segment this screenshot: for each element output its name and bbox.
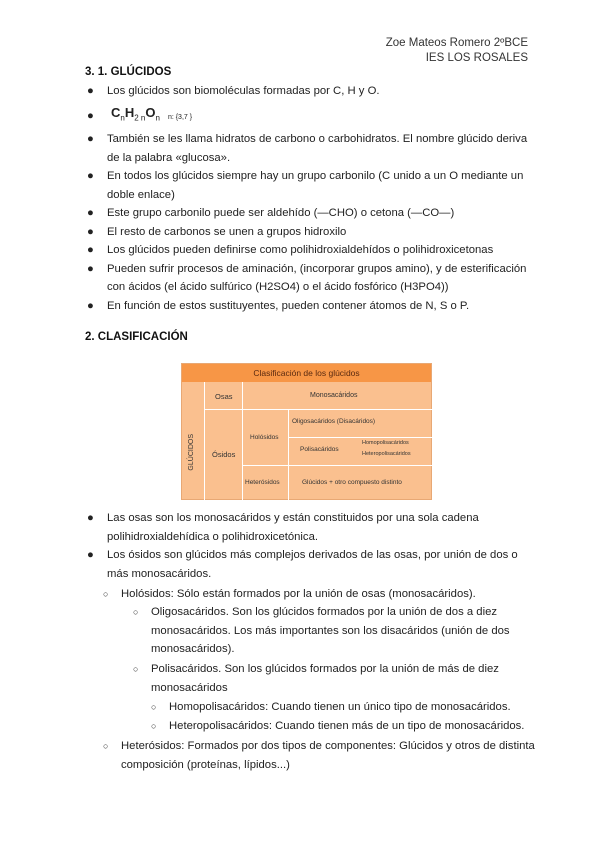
sub-item-oligosacaridos-cont: monosacáridos. Los más importantes son los disacáridos (unión de dos — [151, 625, 510, 637]
formula-item: ● $C_nH_{2 n}O_n$ n: {3,7 } — [87, 104, 193, 123]
sub-item-homopolisacaridos: ○ Homopolisacáridos: Cuando tienen un único tipo de monosacáridos. — [151, 701, 511, 713]
list-item: ● Los ósidos son glúcidos más complejos derivados de las osas, por unión de dos o más monosacáridos. — [87, 549, 518, 580]
school-line: IES LOS ROSALES — [425, 52, 528, 64]
table-holosidos: Holósidos — [250, 434, 279, 441]
table-glucidos-otro: Glúcidos + otro compuesto distinto — [302, 479, 402, 486]
list-item: ● El resto de carbonos se unen a grupos hidroxilo — [87, 225, 347, 238]
glucidos-list — [85, 82, 535, 315]
list-item: ● Los glúcidos son biomoléculas formadas por C, H y O. — [87, 85, 380, 97]
table-oligosacaridos: Oligosacáridos (Disacáridos) — [292, 418, 376, 425]
sub-item-heterosidos-cont: composición (proteínas, lípidos...) — [121, 759, 290, 771]
sub-item-oligosacaridos: ○ Oligosacáridos. Son los glúcidos formados por la unión de dos a diez — [133, 606, 498, 618]
table-osas: Osas — [215, 392, 233, 401]
table-heteropolisacaridos: Heteropolisacáridos — [362, 451, 411, 457]
section-title-glucidos: 3. 1. GLÚCIDOS — [85, 66, 172, 78]
table-osidos: Ósidos — [212, 450, 236, 459]
general-formula: $C_nH_{2 n}O_n$ n: {3,7 } — [111, 104, 193, 123]
table-title: Clasificación de los glúcidos — [182, 364, 431, 382]
table-glucidos-label: GLÚCIDOS — [188, 434, 195, 471]
list-item: ● Los glúcidos pueden definirse como polihidroxialdehídos o polihidroxicetonas — [87, 244, 494, 257]
sub-item-polisacaridos: ○ Polisacáridos. Son los glúcidos formados por la unión de más de diez — [133, 663, 499, 675]
list-item: ● También se les llama hidratos de carbono o carbohidratos. El nombre glúcido deriva de la palabra «glucosa». — [87, 133, 528, 164]
list-item: ● En función de estos sustituyentes, pueden contener átomos de N, S o P. — [87, 299, 470, 312]
document-header — [386, 36, 528, 66]
sub-item-heterosidos: ○ Heterósidos: Formados por dos tipos de componentes: Glúcidos y otros de distinta — [103, 740, 535, 752]
table-polisacaridos: Polisacáridos — [300, 446, 339, 453]
clasificacion-list — [85, 509, 535, 583]
sub-item-oligosacaridos-cont: monosacáridos). — [151, 643, 235, 655]
author-line: Zoe Mateos Romero 2ºBCE — [385, 37, 528, 49]
list-item: ● Este grupo carbonilo puede ser aldehído (—CHO) o cetona (—CO—) — [87, 207, 455, 220]
list-item: ● Pueden sufrir procesos de aminación, (incorporar grupos amino), y de esterificación con ácidos (el ácido sulfúrico (H2SO4) o el ácido fosfórico (H3PO4)) — [87, 262, 527, 294]
section-title-clasificacion: 2. CLASIFICACIÓN — [85, 331, 188, 343]
list-item: ● En todos los glúcidos siempre hay un grupo carbonilo (C unido a un O mediante un doble enlace) — [87, 170, 524, 201]
table-heterosidos: Heterósidos — [245, 479, 280, 486]
sub-item-heteropolisacaridos: ○ Heteropolisacáridos: Cuando tienen más de un tipo de monosacáridos. — [151, 720, 525, 732]
table-homopolisacaridos: Homopolisacáridos — [362, 440, 409, 446]
sub-item-polisacaridos-cont: monosacáridos — [151, 682, 228, 694]
classification-table — [181, 363, 432, 500]
list-item: ● Las osas son los monosacáridos y están constituidos por una sola cadena polihidroxialdehídica o polihidroxicetónica. — [87, 512, 479, 543]
table-monosacaridos: Monosacáridos — [310, 392, 358, 399]
sub-item-holosidos: ○ Holósidos: Sólo están formados por la unión de osas (monosacáridos). — [103, 588, 476, 600]
